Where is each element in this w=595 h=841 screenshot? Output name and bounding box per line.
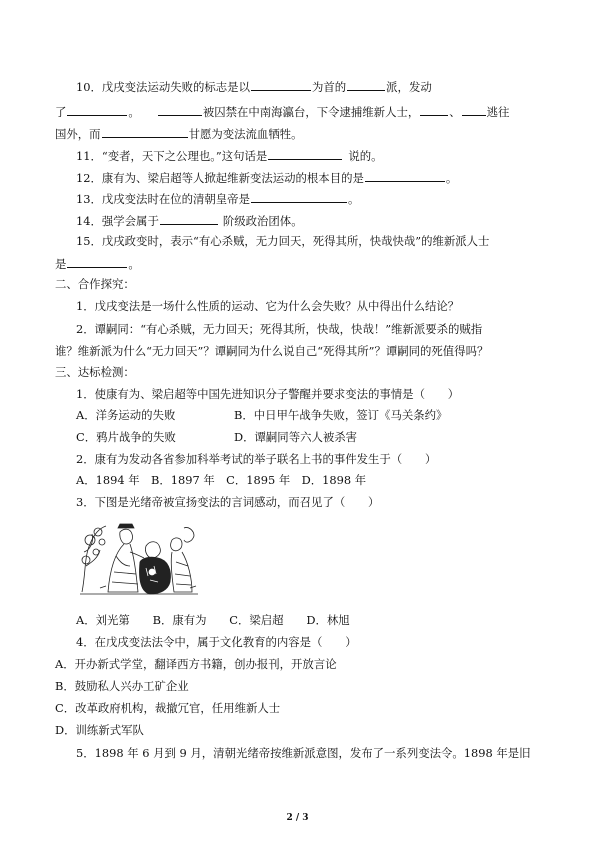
blank[interactable] xyxy=(67,104,127,116)
q3-options[interactable]: A．刘光第 B．康有为 C．梁启超 D．林旭 xyxy=(76,613,350,627)
question-11: 11．“变者，天下之公理也。”这句话是 说的。 xyxy=(76,149,383,163)
section-3-q1: 1．使康有为、梁启超等中国先进知识分子警醒并要求变法的事情是（ ） xyxy=(76,387,460,401)
question-12: 12．康有为、梁启超等人掀起维新变法运动的根本目的是 。 xyxy=(76,171,458,185)
section-2-q2-line2: 谁？维新派为什么“无力回天”？谭嗣同为什么说自己“死得其所”？谭嗣同的死值得吗？ xyxy=(55,344,489,358)
woodcut-image xyxy=(80,522,198,596)
blank[interactable] xyxy=(420,104,448,116)
section-2-q1: 1．戊戌变法是一场什么性质的运动、它为什么会失败？从中得出什么结论？ xyxy=(76,299,460,313)
question-10-line2: 了 。 被囚禁在中南海瀛台，下令逮捕维新人士， 、 逃往 xyxy=(55,105,510,119)
q1-option-d[interactable]: D．谭嗣同等六人被杀害 xyxy=(234,430,358,444)
section-3-q4: 4．在戊戌变法法令中，属于文化教育的内容是（ ） xyxy=(76,635,357,649)
q1-options-row1 xyxy=(76,408,566,423)
guangxu-audience-illustration xyxy=(80,522,198,596)
q1-option-a[interactable]: A．洋务运动的失败 xyxy=(76,408,176,422)
q4-option-d[interactable]: D．训练新式军队 xyxy=(55,723,144,737)
blank[interactable] xyxy=(102,126,188,138)
section-3-q2: 2．康有为发动各省参加科举考试的举子联名上书的事件发生于（ ） xyxy=(76,452,437,466)
question-14: 14．强学会属于 阶级政治团体。 xyxy=(76,214,303,228)
blank[interactable] xyxy=(160,213,218,225)
q1-option-b[interactable]: B．中日甲午战争失败，签订《马关条约》 xyxy=(234,408,448,422)
q4-option-a[interactable]: A．开办新式学堂，翻译西方书籍，创办报刊，开放言论 xyxy=(55,657,337,671)
section-3-q5: 5．1898 年 6 月到 9 月，清朝光绪帝按维新派意图，发布了一系列变法令。1898 年是旧 xyxy=(76,746,531,760)
blank[interactable] xyxy=(462,104,486,116)
blank[interactable] xyxy=(365,170,445,182)
section-2-q2-line1: 2．谭嗣同：“有心杀贼，无力回天；死得其所，快哉，快哉！”维新派要杀的贼指 xyxy=(76,322,483,336)
q1-options-row2 xyxy=(76,430,566,445)
question-13: 13．戊戌变法时在位的清朝皇帝是 。 xyxy=(76,192,360,206)
blank[interactable] xyxy=(347,79,385,91)
question-10-line1: 10．戊戌变法运动失败的标志是以 为首的 派，发动 xyxy=(76,80,432,94)
q2-options[interactable]: A．1894 年 B．1897 年 C．1895 年 D．1898 年 xyxy=(76,473,367,487)
blank[interactable] xyxy=(158,104,202,116)
blank[interactable] xyxy=(251,191,347,203)
q4-option-b[interactable]: B．鼓励私人兴办工矿企业 xyxy=(55,679,189,693)
page-number: 2 / 3 xyxy=(286,813,309,823)
blank[interactable] xyxy=(268,148,342,160)
question-10-line3: 国外，而 甘愿为变法流血牺牲。 xyxy=(55,127,303,141)
question-15-line2: 是 。 xyxy=(55,257,140,271)
blank[interactable] xyxy=(67,256,127,268)
q1-option-c[interactable]: C．鸦片战争的失败 xyxy=(76,430,176,444)
section-3-title: 三、达标检测： xyxy=(55,365,135,379)
section-2-title: 二、合作探究： xyxy=(55,277,135,291)
q4-option-c[interactable]: C．改革政府机构，裁撤冗官，任用维新人士 xyxy=(55,701,281,715)
question-15-line1: 15．戊戌政变时，表示“有心杀贼，无力回天，死得其所，快哉快哉”的维新派人士 xyxy=(76,234,490,248)
section-3-q3: 3．下图是光绪帝被宣扬变法的言词感动，而召见了（ ） xyxy=(76,495,380,509)
blank[interactable] xyxy=(251,79,311,91)
